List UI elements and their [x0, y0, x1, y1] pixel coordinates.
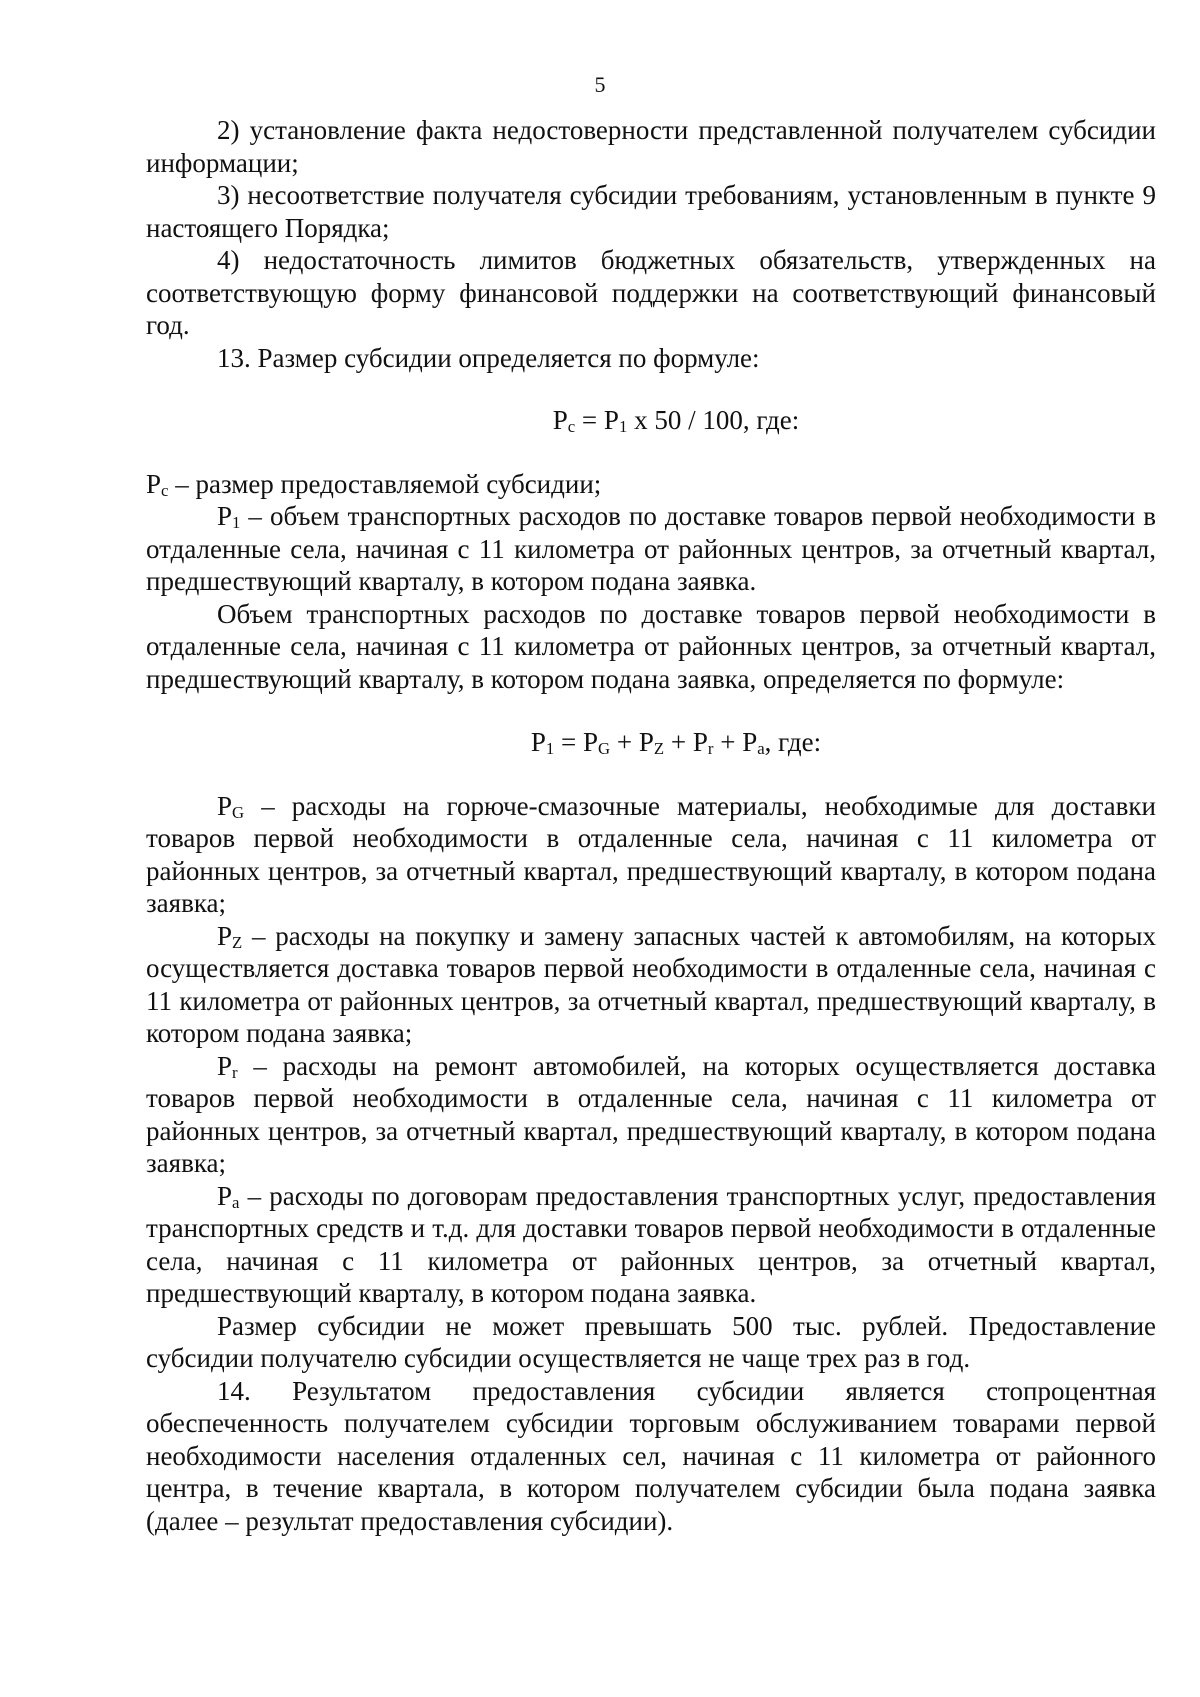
formula-var: P [603, 405, 619, 435]
formula-subscript: 1 [618, 417, 628, 436]
document-body [146, 114, 1156, 1537]
definition-var: P [217, 790, 233, 821]
definition-pc [146, 468, 1156, 501]
paragraph-transport-volume: Объем транспортных расходов по доставке товаров первой необходимости в отдаленные села, начиная с 11 километра от районных центров, за отчетный квартал, предшествующий кварталу, в котором подана заявка, определяется по формуле: [146, 598, 1156, 694]
formula-rest: , где: [764, 727, 822, 757]
definition-subscript: c [161, 480, 169, 500]
formula-subsidy-size [146, 404, 1156, 437]
formula-operator: + [610, 727, 639, 757]
definition-p1 [146, 500, 1156, 598]
definition-text: – расходы на ремонт автомобилей, на которых осуществляется доставка товаров первой необходимости в отдаленные села, начиная с 11 километра от районных центров, за отчетный квартал, предшествующий кварталу, в котором подана заявка; [146, 1050, 1156, 1178]
definition-var: P [217, 1050, 233, 1081]
paragraph-item-4: 4) недостаточность лимитов бюджетных обязательств, утвержденных на соответствующую форму финансовой поддержки на соответствующий финансовый год. [146, 245, 1156, 340]
definition-subscript: G [232, 802, 245, 822]
definition-var: P [217, 920, 233, 951]
formula-rest: x 50 / 100, где: [627, 405, 800, 435]
definition-subscript: a [232, 1192, 240, 1212]
definition-pg [146, 790, 1156, 920]
paragraph-subsidy-limit: Размер субсидии не может превышать 500 тыс. рублей. Предоставление субсидии получателю субсидии осуществляется не чаще трех раз в год. [146, 1310, 1156, 1373]
paragraph-item-3: 3) несоответствие получателя субсидии требованиям, установленным в пункте 9 настоящего Порядка; [146, 180, 1156, 243]
formula-subscript: a [757, 739, 765, 758]
formula-operator: + [664, 727, 693, 757]
definition-text: – размер предоставляемой субсидии; [168, 468, 602, 499]
definition-pz [146, 920, 1156, 1050]
formula-subscript: r [707, 739, 714, 758]
formula-var: P [583, 727, 599, 757]
formula-var: P [692, 727, 708, 757]
formula-subscript: 1 [545, 739, 555, 758]
formula-subscript: G [598, 739, 611, 758]
formula-transport-costs [146, 726, 1156, 759]
formula-var: P [742, 727, 758, 757]
paragraph-item-2: 2) установление факта недостоверности представленной получателем субсидии информации; [146, 115, 1156, 178]
formula-var: P [552, 405, 568, 435]
definition-pa [146, 1180, 1156, 1310]
definition-subscript: 1 [232, 513, 241, 532]
paragraph-section-14: 14. Результатом предоставления субсидии является стопроцентная обеспеченность получателем субсидии торговым обслуживанием товарами первой необходимости населения отдаленных сел, начиная с 11 километра от районного центра, в течение квартала, в котором получателем субсидии была подана заявка (далее – результат предоставления субсидии). [146, 1375, 1156, 1536]
formula-var: P [530, 727, 546, 757]
definition-var: P [217, 1180, 233, 1211]
formula-var: P [638, 727, 654, 757]
definition-pr [146, 1050, 1156, 1180]
formula-subscript: Z [653, 739, 665, 758]
paragraph-section-13: 13. Размер субсидии определяется по формуле: [217, 342, 760, 373]
formula-subscript: c [567, 417, 576, 436]
definition-text: – расходы на покупку и замену запасных частей к автомобилям, на которых осуществляется доставка товаров первой необходимости в отдаленные села, начиная с 11 километра от районных центров, за отчетный квартал, предшествующий кварталу, в котором подана заявка; [146, 920, 1156, 1048]
definition-text: – расходы по договорам предоставления транспортных услуг, предоставления транспортных средств и т.д. для доставки товаров первой необходимости в отдаленные села, начиная с 11 километра от районных центров, за отчетный квартал, предшествующий кварталу, в котором подана заявка. [146, 1180, 1156, 1308]
definition-text: – расходы на горюче-смазочные материалы, необходимые для доставки товаров первой необходимости в отдаленные села, начиная с 11 километра от районных центров, за отчетный квартал, предшествующий кварталу, в котором подана заявка; [146, 790, 1156, 918]
formula-operator: = [575, 405, 604, 435]
definition-subscript: r [232, 1062, 238, 1082]
formula-operator: + [713, 727, 743, 757]
definition-var: P [146, 468, 162, 499]
definition-var: P [217, 501, 233, 531]
formula-operator: = [554, 727, 583, 757]
page-number: 5 [594, 72, 606, 97]
definition-subscript: Z [232, 932, 243, 952]
definition-text: – объем транспортных расходов по доставке товаров первой необходимости в отдаленные села, начиная с 11 километра от районных центров, за отчетный квартал, предшествующий кварталу, в котором подана заявка. [146, 501, 1156, 596]
